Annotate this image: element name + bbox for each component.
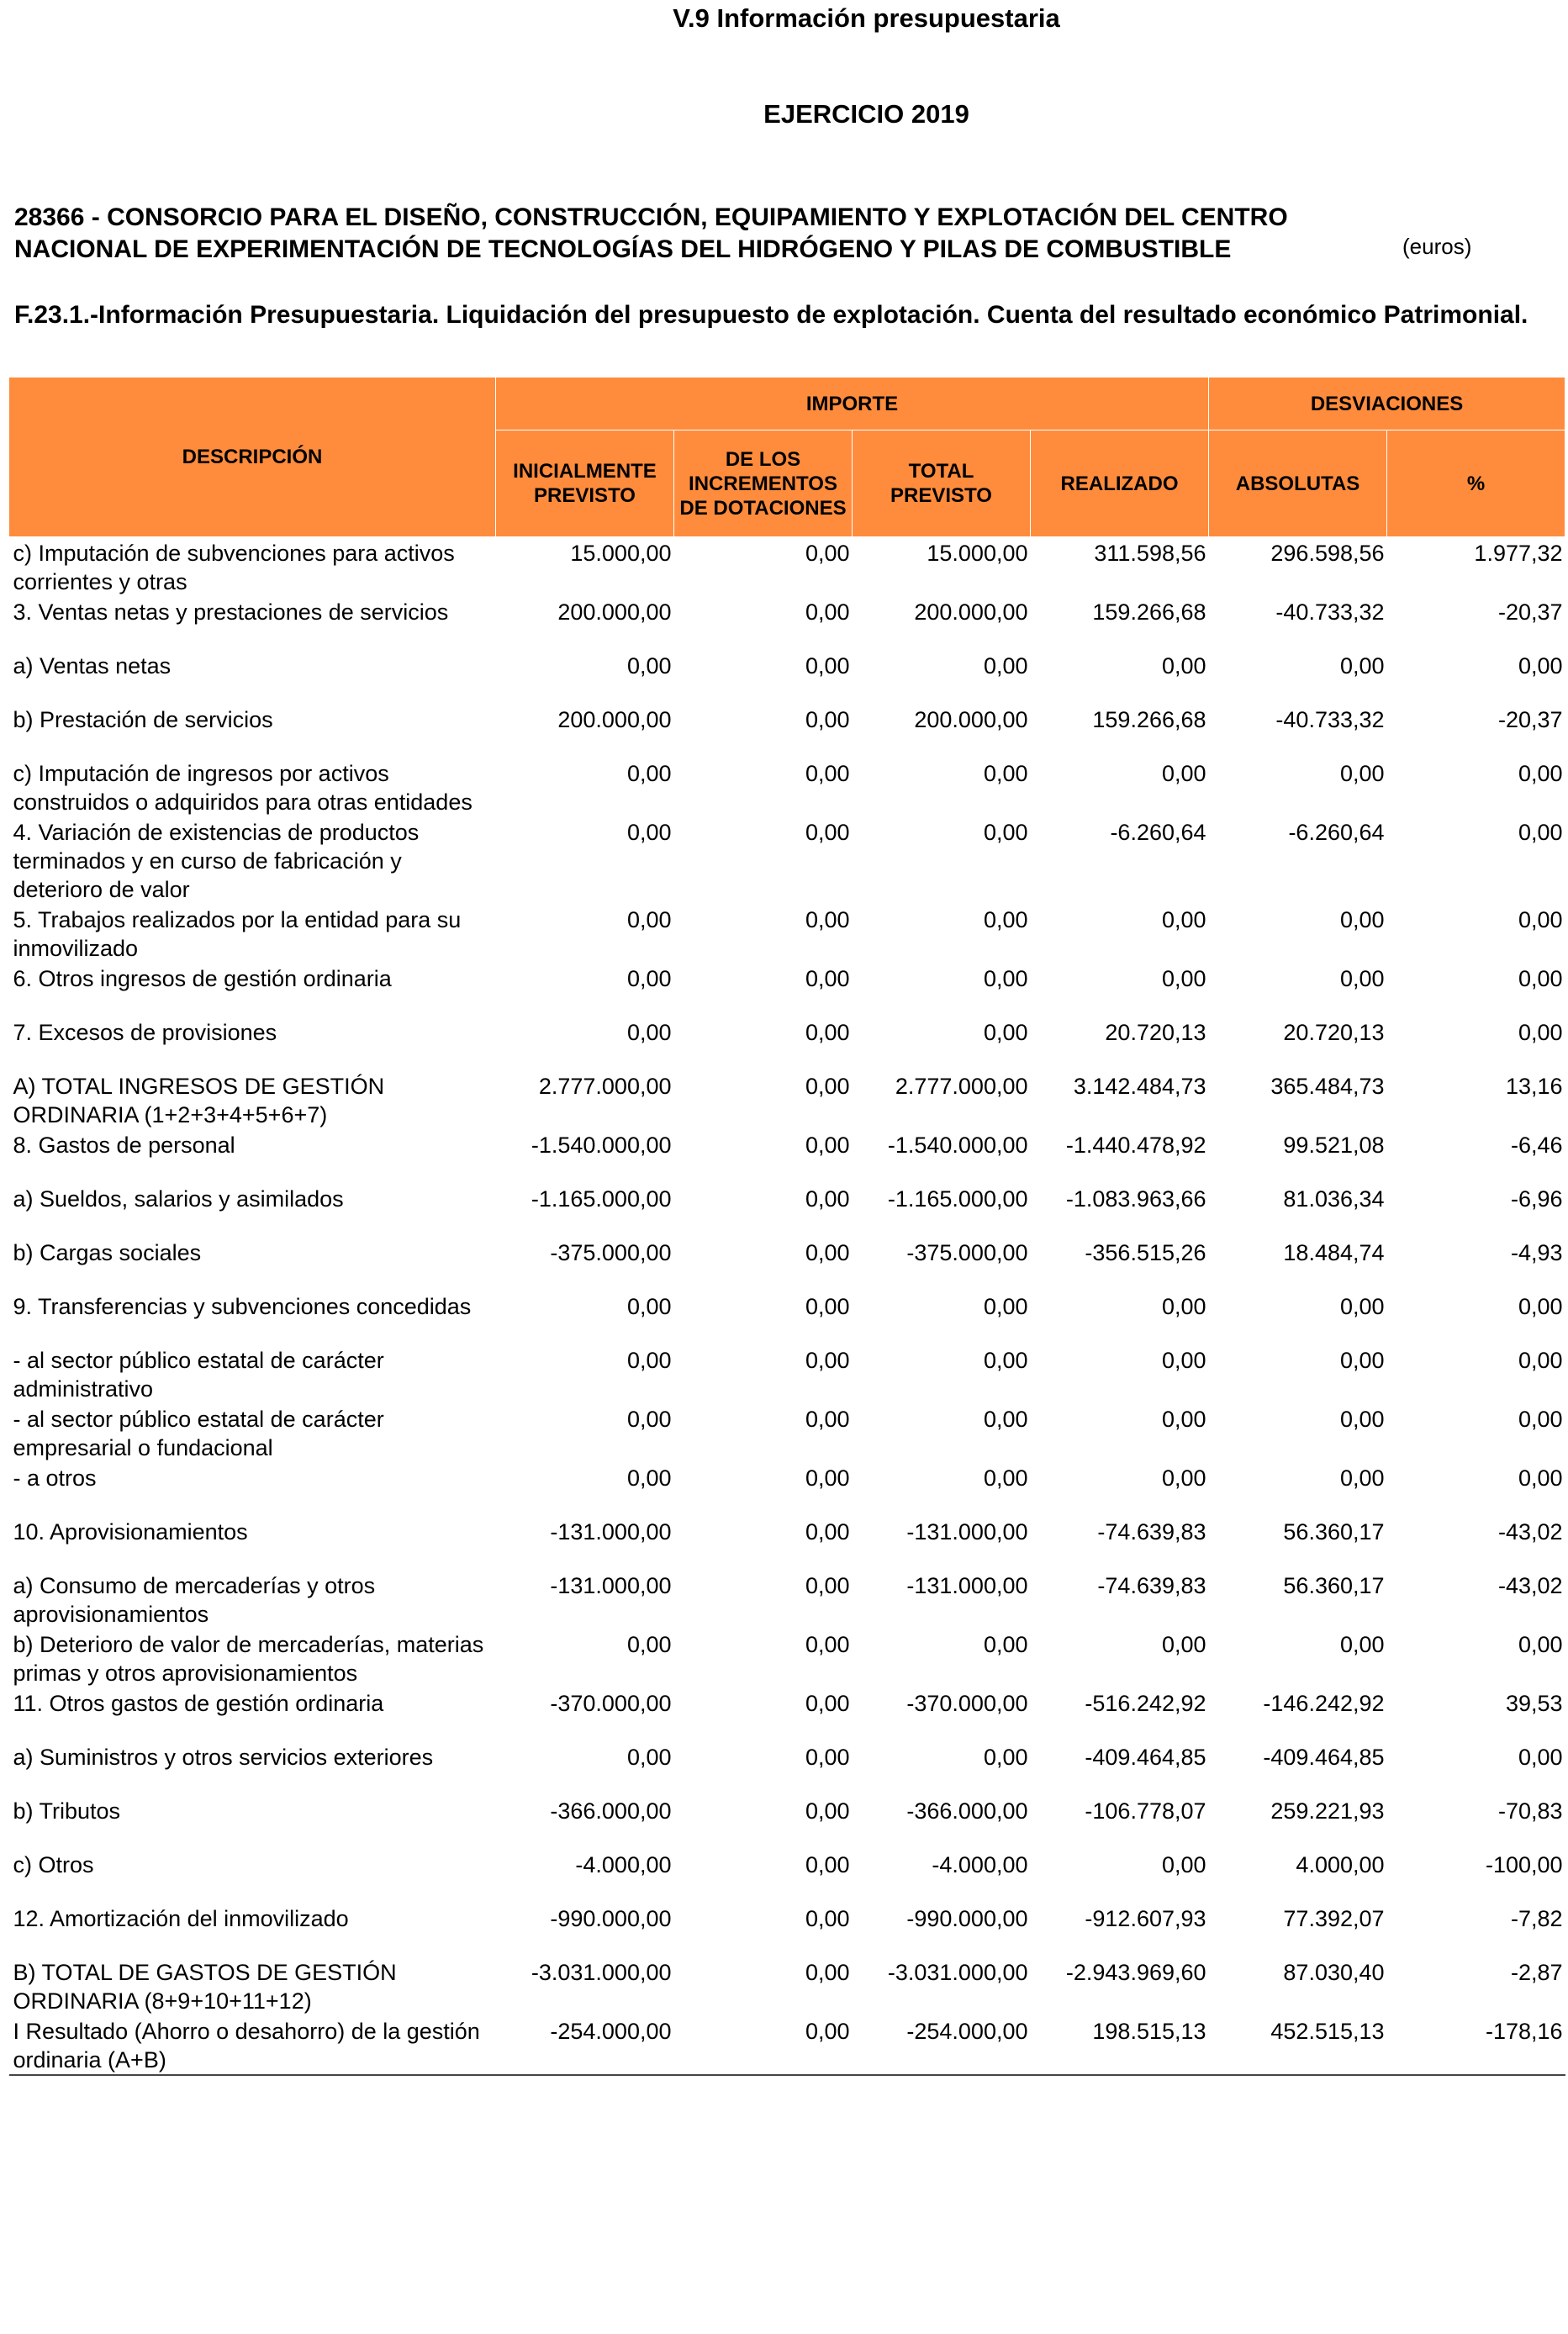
cell-incrementos: 0,00: [805, 1519, 850, 1545]
table-row: [9, 1403, 1565, 1462]
cell-porcentaje: -100,00: [1485, 1852, 1563, 1877]
header-descripcion: DESCRIPCIÓN: [9, 378, 496, 537]
cell-porcentaje: 0,00: [1518, 907, 1563, 932]
header-incrementos: DE LOS INCREMENTOS DE DOTACIONES: [674, 430, 853, 537]
cell-incrementos: 0,00: [805, 1852, 850, 1877]
cell-absolutas: 365.484,73: [1270, 1074, 1385, 1099]
cell-incrementos: 0,00: [805, 1798, 850, 1824]
header-inicialmente-previsto: INICIALMENTE PREVISTO: [496, 430, 674, 537]
table-row: [9, 704, 1565, 758]
cell-realizado: 20.720,13: [1105, 1020, 1206, 1045]
cell-incrementos: 0,00: [805, 1186, 850, 1212]
cell-inicialmente-previsto: -131.000,00: [550, 1573, 672, 1598]
header-porcentaje: %: [1387, 430, 1565, 537]
cell-porcentaje: 13,16: [1505, 1074, 1563, 1099]
cell-absolutas: 81.036,34: [1283, 1186, 1385, 1212]
cell-incrementos: 0,00: [805, 1348, 850, 1373]
cell-realizado: -912.607,93: [1085, 1906, 1206, 1931]
page-title: V.9 Información presupuestaria: [673, 3, 1060, 33]
cell-total-previsto: 0,00: [983, 820, 1028, 845]
cell-porcentaje: 1.977,32: [1474, 541, 1563, 566]
cell-total-previsto: 200.000,00: [914, 707, 1028, 732]
cell-total-previsto: -1.540.000,00: [887, 1133, 1028, 1158]
cell-inicialmente-previsto: -1.165.000,00: [531, 1186, 672, 1212]
cell-absolutas: -40.733,32: [1275, 599, 1385, 625]
cell-incrementos: 0,00: [805, 1133, 850, 1158]
cell-absolutas: 0,00: [1339, 966, 1385, 991]
cell-incrementos: 0,00: [805, 653, 850, 679]
row-description: - al sector público estatal de carácter administrativo: [13, 1348, 384, 1402]
cell-inicialmente-previsto: 0,00: [626, 653, 672, 679]
cell-incrementos: 0,00: [805, 1745, 850, 1770]
cell-total-previsto: 0,00: [983, 1745, 1028, 1770]
cell-realizado: 0,00: [1161, 1294, 1206, 1319]
row-description: 12. Amortización del inmovilizado: [13, 1906, 349, 1931]
row-description: c) Imputación de subvenciones para activos corrientes y otras: [13, 541, 455, 594]
cell-absolutas: 77.392,07: [1283, 1906, 1385, 1931]
header-desviaciones: DESVIACIONES: [1209, 378, 1565, 430]
cell-inicialmente-previsto: -366.000,00: [550, 1798, 672, 1824]
cell-total-previsto: 0,00: [983, 1020, 1028, 1045]
cell-inicialmente-previsto: 0,00: [626, 966, 672, 991]
table-row: [9, 1516, 1565, 1570]
cell-realizado: 198.515,13: [1031, 2015, 1209, 2075]
cell-total-previsto: -3.031.000,00: [887, 1960, 1028, 1985]
cell-absolutas: 296.598,56: [1270, 541, 1385, 566]
cell-porcentaje: 0,00: [1518, 820, 1563, 845]
cell-realizado: -1.083.963,66: [1065, 1186, 1206, 1212]
cell-absolutas: 0,00: [1339, 1632, 1385, 1657]
cell-incrementos: 0,00: [805, 1691, 850, 1716]
table-row: [9, 1462, 1565, 1516]
cell-total-previsto: -4.000,00: [932, 1852, 1028, 1877]
cell-total-previsto: 0,00: [983, 1465, 1028, 1491]
cell-incrementos: 0,00: [805, 707, 850, 732]
cell-realizado: 0,00: [1161, 1407, 1206, 1432]
cell-inicialmente-previsto: 200.000,00: [557, 599, 672, 625]
cell-total-previsto: -990.000,00: [906, 1906, 1028, 1931]
row-description: - a otros: [13, 1465, 97, 1491]
cell-absolutas: -6.260,64: [1288, 820, 1385, 845]
cell-inicialmente-previsto: 0,00: [626, 1407, 672, 1432]
cell-total-previsto: 0,00: [983, 653, 1028, 679]
cell-realizado: 311.598,56: [1094, 541, 1206, 566]
cell-inicialmente-previsto: 0,00: [626, 1632, 672, 1657]
cell-inicialmente-previsto: 15.000,00: [570, 541, 672, 566]
table-row: [9, 650, 1565, 704]
cell-porcentaje: -43,02: [1497, 1573, 1563, 1598]
table-row: [9, 1183, 1565, 1237]
cell-absolutas: -409.464,85: [1263, 1745, 1385, 1770]
cell-absolutas: 4.000,00: [1296, 1852, 1385, 1877]
cell-absolutas: 0,00: [1339, 1348, 1385, 1373]
table-row: [9, 1795, 1565, 1849]
cell-realizado: 3.142.484,73: [1073, 1074, 1206, 1099]
ejercicio-title: EJERCICIO 2019: [763, 99, 969, 129]
table-row: [9, 1629, 1565, 1687]
row-description: b) Cargas sociales: [13, 1240, 202, 1265]
cell-porcentaje: -178,16: [1387, 2015, 1565, 2075]
table-row: [9, 1344, 1565, 1403]
cell-porcentaje: 0,00: [1518, 1294, 1563, 1319]
cell-porcentaje: -70,83: [1497, 1798, 1563, 1824]
row-description: 5. Trabajos realizados por la entidad para su inmovilizado: [13, 907, 462, 961]
cell-absolutas: 20.720,13: [1283, 1020, 1385, 1045]
cell-inicialmente-previsto: -131.000,00: [550, 1519, 672, 1545]
cell-porcentaje: -43,02: [1497, 1519, 1563, 1545]
cell-realizado: -106.778,07: [1085, 1798, 1206, 1824]
cell-inicialmente-previsto: 0,00: [626, 1745, 672, 1770]
units-label: (euros): [1402, 234, 1472, 259]
row-description: b) Prestación de servicios: [13, 707, 273, 732]
cell-inicialmente-previsto: -3.031.000,00: [531, 1960, 672, 1985]
cell-realizado: 0,00: [1161, 966, 1206, 991]
cell-incrementos: 0,00: [805, 1020, 850, 1045]
cell-total-previsto: -366.000,00: [906, 1798, 1028, 1824]
cell-porcentaje: 0,00: [1518, 1020, 1563, 1045]
row-description: 6. Otros ingresos de gestión ordinaria: [13, 966, 392, 991]
table-row: [9, 596, 1565, 650]
cell-inicialmente-previsto: 0,00: [626, 1294, 672, 1319]
cell-porcentaje: -20,37: [1497, 707, 1563, 732]
table-row: [9, 1570, 1565, 1629]
entity-name: 28366 - CONSORCIO PARA EL DISEÑO, CONSTRUCCIÓN, EQUIPAMIENTO Y EXPLOTACIÓN DEL CENTRO NACIONAL DE EXPERIMENTACIÓN DE TECNOLOGÍAS DEL HIDRÓGENO Y PILAS DE COMBUSTIBLE: [14, 203, 1288, 263]
cell-realizado: 0,00: [1161, 761, 1206, 786]
cell-total-previsto: -1.165.000,00: [887, 1186, 1028, 1212]
cell-realizado: 0,00: [1161, 1348, 1206, 1373]
row-description: A) TOTAL INGRESOS DE GESTIÓN ORDINARIA (1+2+3+4+5+6+7): [13, 1074, 385, 1127]
cell-inicialmente-previsto: 0,00: [626, 1020, 672, 1045]
row-description: c) Imputación de ingresos por activos construidos o adquiridos para otras entidades: [13, 761, 473, 815]
cell-inicialmente-previsto: 200.000,00: [557, 707, 672, 732]
cell-absolutas: -40.733,32: [1275, 707, 1385, 732]
row-description: a) Consumo de mercaderías y otros aprovisionamientos: [13, 1573, 376, 1627]
cell-incrementos: 0,00: [805, 1573, 850, 1598]
cell-total-previsto: 0,00: [983, 761, 1028, 786]
row-description: B) TOTAL DE GASTOS DE GESTIÓN ORDINARIA (8+9+10+11+12): [13, 1960, 397, 2014]
cell-porcentaje: 0,00: [1518, 761, 1563, 786]
cell-absolutas: 99.521,08: [1283, 1133, 1385, 1158]
table-row: [9, 1017, 1565, 1070]
cell-incrementos: 0,00: [805, 1240, 850, 1265]
cell-realizado: 0,00: [1161, 907, 1206, 932]
header-realizado: REALIZADO: [1031, 430, 1209, 537]
row-description: 4. Variación de existencias de productos terminados y en curso de fabricación y deterioro de valor: [13, 820, 420, 902]
cell-absolutas: 0,00: [1339, 761, 1385, 786]
cell-porcentaje: -6,46: [1510, 1133, 1563, 1158]
cell-incrementos: 0,00: [805, 761, 850, 786]
budget-table: [8, 377, 1565, 2076]
row-description: a) Ventas netas: [13, 653, 172, 679]
cell-incrementos: 0,00: [805, 1407, 850, 1432]
cell-absolutas: 18.484,74: [1283, 1240, 1385, 1265]
cell-absolutas: 0,00: [1339, 1294, 1385, 1319]
cell-incrementos: 0,00: [805, 599, 850, 625]
table-row: [9, 2015, 1565, 2075]
cell-absolutas: 0,00: [1339, 1465, 1385, 1491]
cell-total-previsto: -375.000,00: [906, 1240, 1028, 1265]
table-row: [9, 758, 1565, 816]
header-importe: IMPORTE: [496, 378, 1209, 430]
cell-realizado: -1.440.478,92: [1065, 1133, 1206, 1158]
cell-total-previsto: 15.000,00: [927, 541, 1028, 566]
cell-porcentaje: 0,00: [1518, 1745, 1563, 1770]
cell-incrementos: 0,00: [805, 907, 850, 932]
cell-porcentaje: -7,82: [1510, 1906, 1563, 1931]
cell-realizado: 159.266,68: [1092, 707, 1206, 732]
cell-realizado: -74.639,83: [1097, 1519, 1206, 1545]
cell-inicialmente-previsto: -4.000,00: [575, 1852, 672, 1877]
cell-incrementos: 0,00: [805, 820, 850, 845]
cell-porcentaje: 0,00: [1518, 966, 1563, 991]
cell-total-previsto: 2.777.000,00: [895, 1074, 1028, 1099]
cell-inicialmente-previsto: -370.000,00: [550, 1691, 672, 1716]
cell-total-previsto: 0,00: [983, 1348, 1028, 1373]
cell-total-previsto: 0,00: [983, 966, 1028, 991]
cell-inicialmente-previsto: 0,00: [626, 761, 672, 786]
cell-absolutas: 56.360,17: [1283, 1573, 1385, 1598]
table-row: [9, 1741, 1565, 1795]
cell-realizado: -356.515,26: [1085, 1240, 1206, 1265]
cell-inicialmente-previsto: 2.777.000,00: [538, 1074, 672, 1099]
row-description: 3. Ventas netas y prestaciones de servicios: [13, 599, 449, 625]
table-row: [9, 1903, 1565, 1956]
cell-incrementos: 0,00: [805, 1465, 850, 1491]
cell-total-previsto: 0,00: [983, 907, 1028, 932]
cell-absolutas: 0,00: [1339, 1407, 1385, 1432]
cell-incrementos: 0,00: [805, 1294, 850, 1319]
cell-realizado: 0,00: [1161, 1632, 1206, 1657]
cell-porcentaje: 0,00: [1518, 1407, 1563, 1432]
row-description: I Resultado (Ahorro o desahorro) de la gestión ordinaria (A+B): [9, 2015, 496, 2075]
cell-inicialmente-previsto: -990.000,00: [550, 1906, 672, 1931]
table-row: [9, 1237, 1565, 1291]
cell-absolutas: 0,00: [1339, 653, 1385, 679]
cell-inicialmente-previsto: -1.540.000,00: [531, 1133, 672, 1158]
row-description: 11. Otros gastos de gestión ordinaria: [13, 1691, 384, 1716]
row-description: b) Deterioro de valor de mercaderías, materias primas y otros aprovisionamientos: [13, 1632, 484, 1686]
cell-realizado: 0,00: [1161, 1465, 1206, 1491]
row-description: a) Suministros y otros servicios exteriores: [13, 1745, 434, 1770]
cell-absolutas: 0,00: [1339, 907, 1385, 932]
row-description: b) Tributos: [13, 1798, 121, 1824]
cell-absolutas: 87.030,40: [1283, 1960, 1385, 1985]
cell-incrementos: 0,00: [805, 1074, 850, 1099]
cell-total-previsto: 0,00: [983, 1294, 1028, 1319]
table-row: [9, 816, 1565, 904]
report-title: F.23.1.-Información Presupuestaria. Liquidación del presupuesto de explotación. Cuenta del resultado económico Patrimonial.: [14, 301, 1528, 329]
row-description: 10. Aprovisionamientos: [13, 1519, 248, 1545]
cell-realizado: 0,00: [1161, 653, 1206, 679]
cell-total-previsto: 0,00: [983, 1632, 1028, 1657]
cell-inicialmente-previsto: -254.000,00: [496, 2015, 674, 2075]
table-row: [9, 963, 1565, 1017]
cell-absolutas: 452.515,13: [1209, 2015, 1387, 2075]
cell-total-previsto: -131.000,00: [906, 1573, 1028, 1598]
cell-realizado: 0,00: [1161, 1852, 1206, 1877]
table-row: [9, 904, 1565, 963]
cell-inicialmente-previsto: 0,00: [626, 820, 672, 845]
row-description: 7. Excesos de provisiones: [13, 1020, 277, 1045]
table-row: [9, 1849, 1565, 1903]
cell-realizado: -2.943.969,60: [1065, 1960, 1206, 1985]
cell-incrementos: 0,00: [805, 1960, 850, 1985]
row-description: - al sector público estatal de carácter empresarial o fundacional: [13, 1407, 384, 1460]
cell-porcentaje: 0,00: [1518, 1465, 1563, 1491]
cell-inicialmente-previsto: -375.000,00: [550, 1240, 672, 1265]
cell-incrementos: 0,00: [805, 1632, 850, 1657]
cell-realizado: -74.639,83: [1097, 1573, 1206, 1598]
row-description: a) Sueldos, salarios y asimilados: [13, 1186, 344, 1212]
cell-absolutas: 56.360,17: [1283, 1519, 1385, 1545]
cell-incrementos: 0,00: [805, 966, 850, 991]
row-description: c) Otros: [13, 1852, 94, 1877]
table-row: [9, 1129, 1565, 1183]
cell-total-previsto: -254.000,00: [853, 2015, 1031, 2075]
cell-incrementos: 0,00: [805, 1906, 850, 1931]
cell-realizado: 159.266,68: [1092, 599, 1206, 625]
cell-total-previsto: 0,00: [983, 1407, 1028, 1432]
cell-incrementos: 0,00: [674, 2015, 853, 2075]
cell-porcentaje: 0,00: [1518, 1348, 1563, 1373]
header-absolutas: ABSOLUTAS: [1209, 430, 1387, 537]
cell-porcentaje: -20,37: [1497, 599, 1563, 625]
cell-absolutas: -146.242,92: [1263, 1691, 1385, 1716]
cell-absolutas: 259.221,93: [1270, 1798, 1385, 1824]
cell-realizado: -6.260,64: [1110, 820, 1206, 845]
cell-total-previsto: -131.000,00: [906, 1519, 1028, 1545]
table-row: [9, 1687, 1565, 1741]
cell-porcentaje: -6,96: [1510, 1186, 1563, 1212]
row-description: 8. Gastos de personal: [13, 1133, 235, 1158]
table-row: [9, 1070, 1565, 1129]
cell-porcentaje: 0,00: [1518, 1632, 1563, 1657]
cell-realizado: -516.242,92: [1085, 1691, 1206, 1716]
cell-incrementos: 0,00: [805, 541, 850, 566]
table-row: [9, 1956, 1565, 2015]
cell-inicialmente-previsto: 0,00: [626, 907, 672, 932]
cell-porcentaje: 39,53: [1505, 1691, 1563, 1716]
cell-total-previsto: 200.000,00: [914, 599, 1028, 625]
cell-inicialmente-previsto: 0,00: [626, 1465, 672, 1491]
cell-porcentaje: -4,93: [1510, 1240, 1563, 1265]
header-total-previsto: TOTAL PREVISTO: [853, 430, 1031, 537]
table-row: [9, 1291, 1565, 1344]
table-row: [9, 537, 1565, 597]
cell-realizado: -409.464,85: [1085, 1745, 1206, 1770]
row-description: 9. Transferencias y subvenciones concedidas: [13, 1294, 472, 1319]
cell-porcentaje: 0,00: [1518, 653, 1563, 679]
cell-total-previsto: -370.000,00: [906, 1691, 1028, 1716]
cell-porcentaje: -2,87: [1510, 1960, 1563, 1985]
cell-inicialmente-previsto: 0,00: [626, 1348, 672, 1373]
